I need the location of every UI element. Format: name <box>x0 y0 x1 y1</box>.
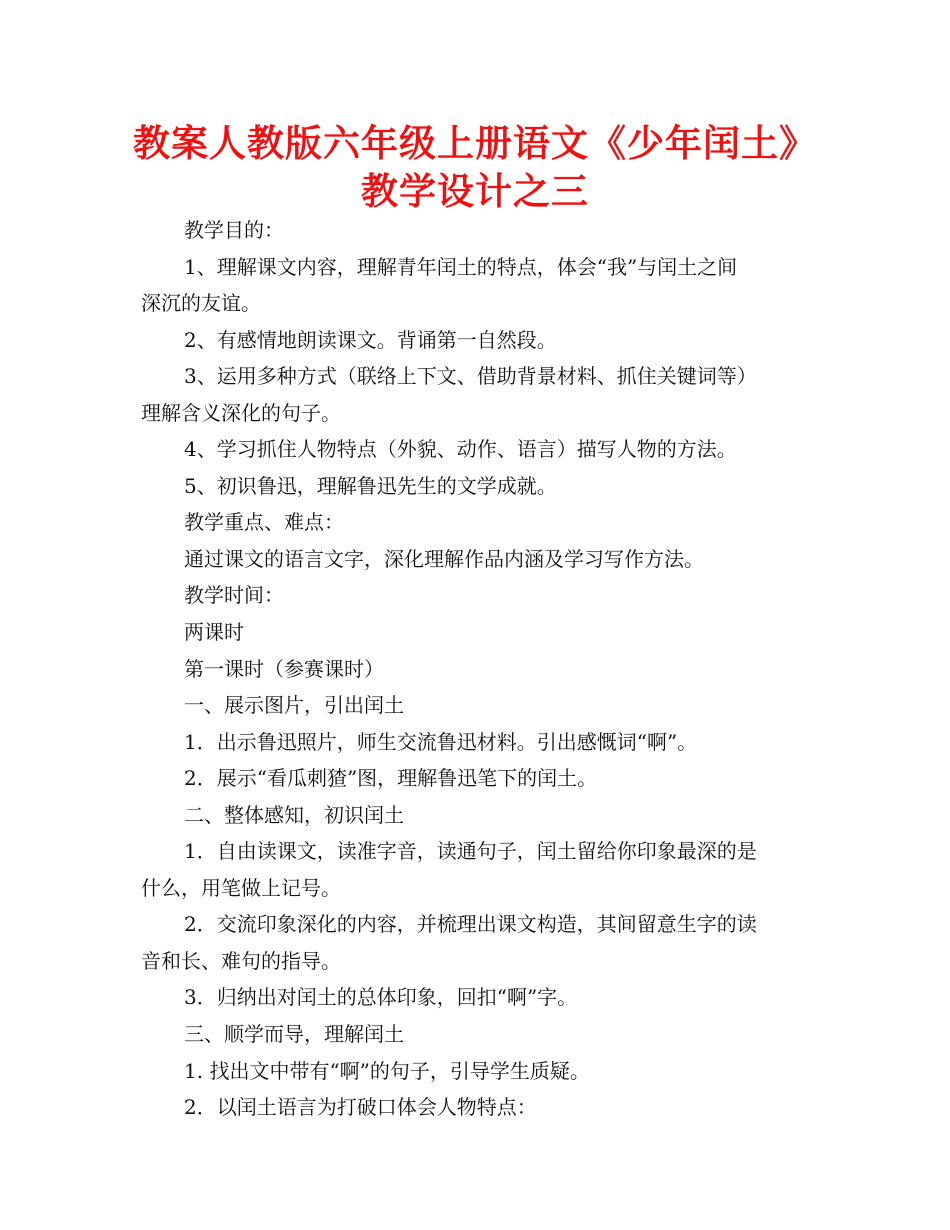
text-line: 3、运用多种方式（联络上下文、借助背景材料、抓住关键词等） <box>184 364 757 389</box>
text-line: 1．自由读课文，读准字音，读通句子，闰土留给你印象最深的是 <box>184 839 757 864</box>
document-title-line-1: 教案人教版六年级上册语文《少年闰土》 <box>133 122 817 165</box>
document-title-line-2: 教学设计之三 <box>361 170 589 213</box>
text-line: 1. 找出文中带有“啊”的句子，引导学生质疑。 <box>184 1058 590 1083</box>
text-line: 什么，用笔做上记号。 <box>141 875 341 900</box>
text-line: 1、理解课文内容，理解青年闰土的特点，体会“我”与闰土之间 <box>184 254 738 279</box>
text-line: 2．展示“看瓜刺猹”图，理解鲁迅笔下的闰土。 <box>184 766 598 791</box>
text-line: 教学目的： <box>184 218 284 242</box>
text-line: 深沉的友谊。 <box>141 291 261 316</box>
text-line: 理解含义深化的句子。 <box>141 400 341 425</box>
text-line: 三、顺学而导，理解闰土 <box>184 1022 404 1047</box>
text-line: 通过课文的语言文字，深化理解作品内涵及学习写作方法。 <box>184 546 704 571</box>
text-line: 2．交流印象深化的内容，并梳理出课文构造，其间留意生字的读 <box>184 912 757 937</box>
text-line: 教学时间： <box>184 583 284 608</box>
text-line: 音和长、难句的指导。 <box>141 948 341 973</box>
text-line: 3．归纳出对闰土的总体印象，回扣“啊”字。 <box>184 985 578 1010</box>
text-line: 4、学习抓住人物特点（外貌、动作、语言）描写人物的方法。 <box>184 437 737 462</box>
text-line: 第一课时（参赛课时） <box>184 656 384 681</box>
document-body <box>141 212 813 1126</box>
text-line: 1．出示鲁迅照片，师生交流鲁迅材料。引出感慨词“啊”。 <box>184 729 698 754</box>
text-line: 二、整体感知，初识闰土 <box>184 802 404 827</box>
text-line: 两课时 <box>184 620 244 645</box>
text-line: 5、初识鲁迅，理解鲁迅先生的文学成就。 <box>184 473 557 498</box>
text-line: 2．以闰土语言为打破口体会人物特点： <box>184 1095 537 1120</box>
text-line: 教学重点、难点： <box>184 510 344 535</box>
text-line: 一、展示图片，引出闰土 <box>184 693 404 718</box>
text-line: 2、有感情地朗读课文。背诵第一自然段。 <box>184 327 557 352</box>
